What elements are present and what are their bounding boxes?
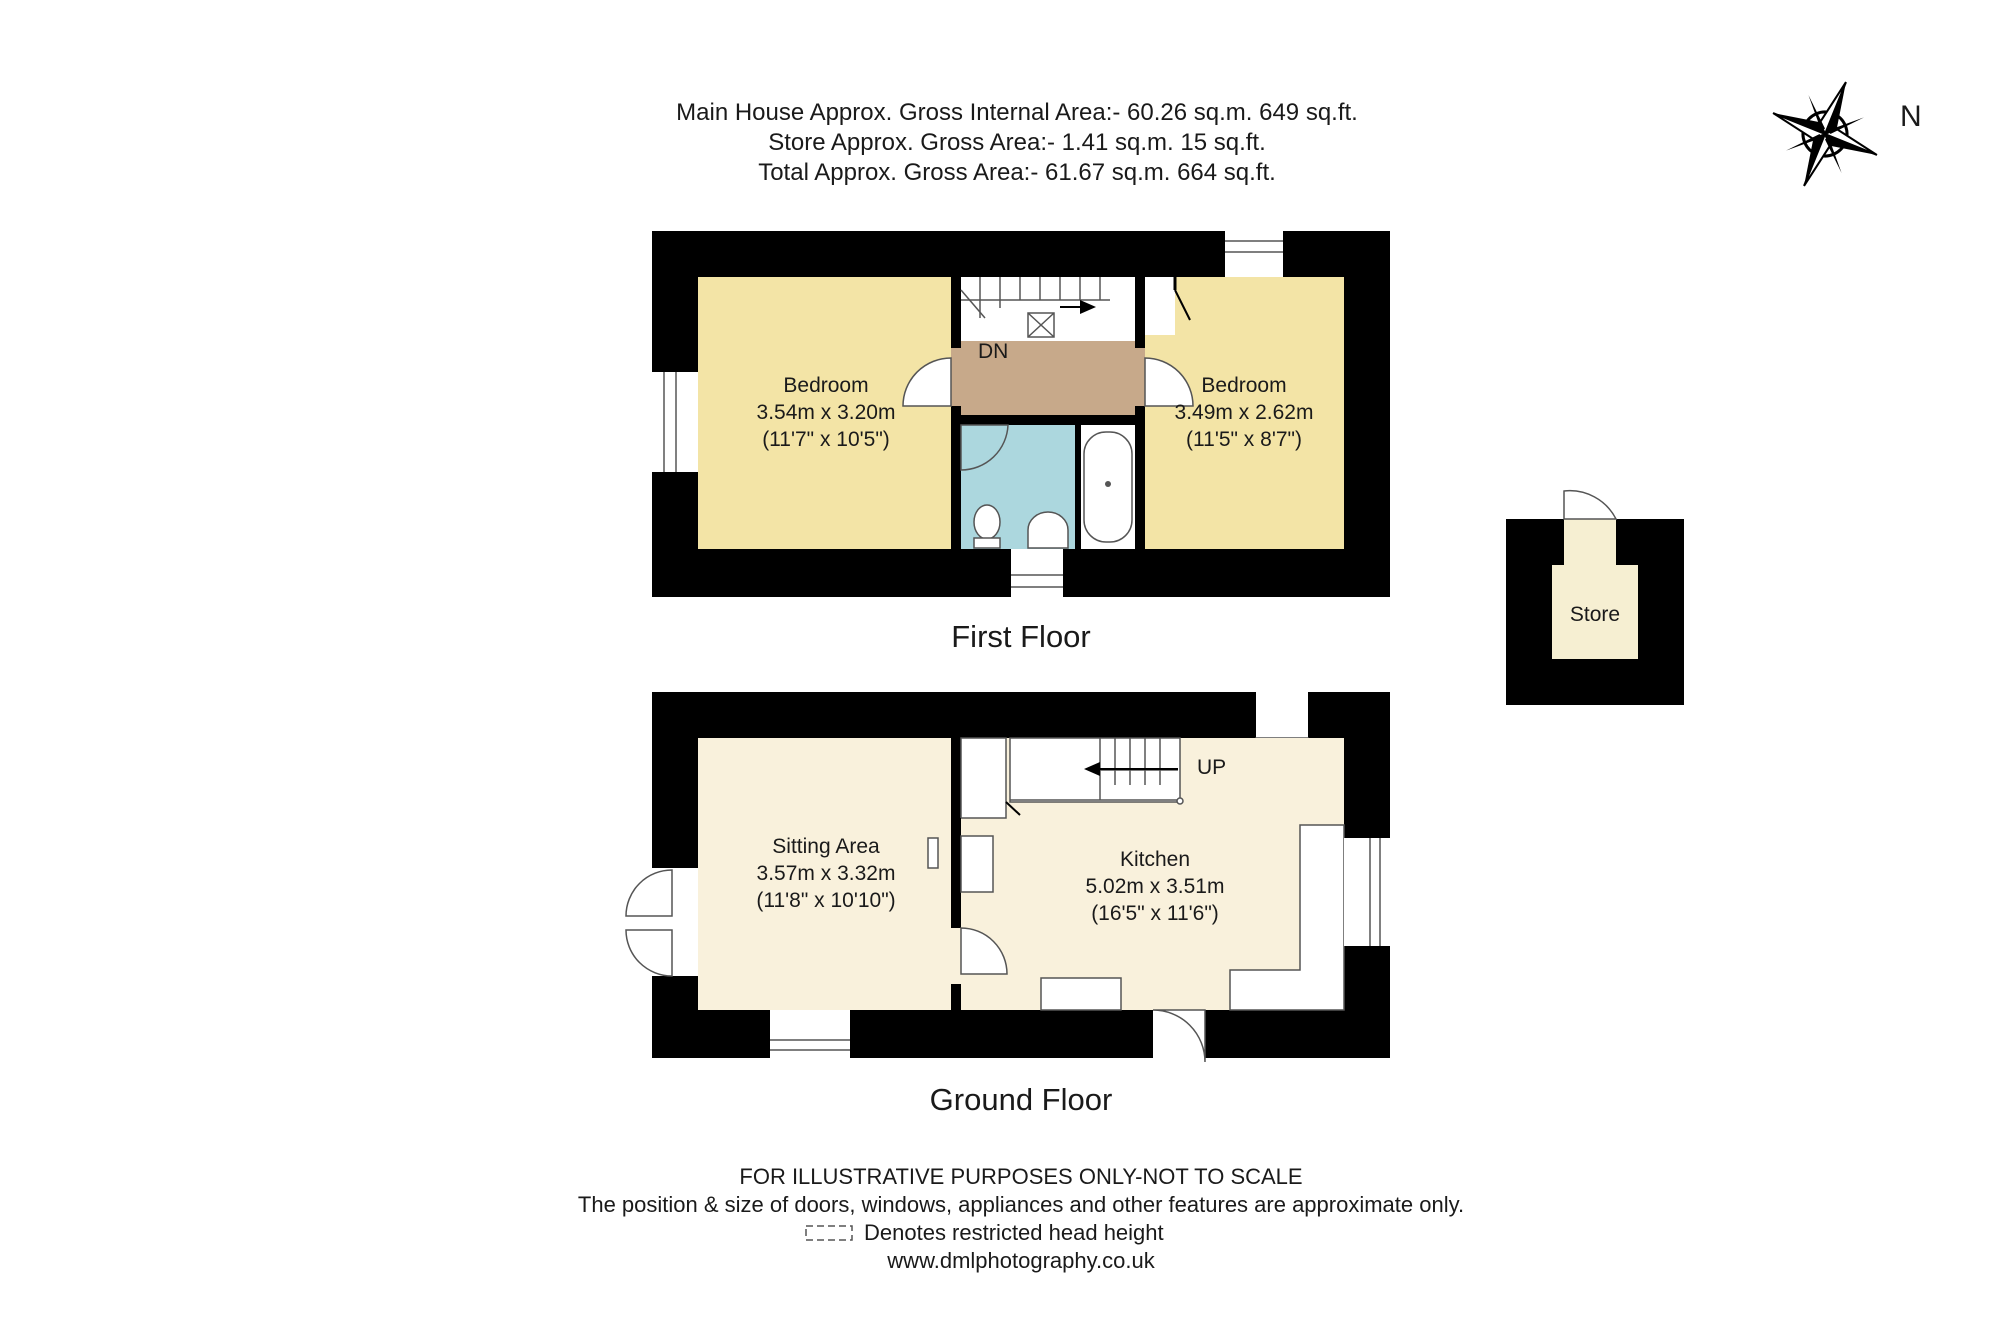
compass-rose-icon [1752, 61, 1898, 207]
disclaimer-text: FOR ILLUSTRATIVE PURPOSES ONLY-NOT TO SCALE [739, 1164, 1303, 1189]
stairs-down-label: DN [978, 340, 1009, 363]
first-floor-plan [652, 231, 1390, 597]
store-door [1564, 491, 1616, 519]
ground-floor-title: Ground Floor [929, 1082, 1113, 1117]
french-door-right [626, 930, 672, 976]
sitting-area-metric: 3.57m x 3.32m [756, 862, 896, 885]
legend-text: Denotes restricted head height [864, 1220, 1164, 1245]
bedroom-1-window [652, 372, 698, 472]
toilet-icon [974, 505, 1000, 539]
total-area: Total Approx. Gross Area:- 61.67 sq.m. 664 sq.ft. [758, 159, 1276, 186]
bedroom-1-metric: 3.54m x 3.20m [756, 401, 896, 424]
french-door-left [626, 870, 672, 916]
store-area: Store Approx. Gross Area:- 1.41 sq.m. 15 sq.ft. [768, 129, 1266, 156]
bedroom-2-imperial: (11'5" x 8'7") [1186, 428, 1302, 451]
sitting-area-imperial: (11'8" x 10'10") [756, 889, 896, 912]
compass-north-label: N [1900, 100, 1922, 133]
kitchen-name: Kitchen [1119, 848, 1191, 871]
main-house-area: Main House Approx. Gross Internal Area:- 60.26 sq.m. 649 sq.ft. [676, 99, 1358, 126]
kitchen-metric: 5.02m x 3.51m [1085, 875, 1225, 898]
store-plan [1506, 491, 1684, 705]
stairs-up-label: UP [1197, 756, 1227, 779]
sitting-area-name: Sitting Area [772, 835, 880, 858]
basin-icon [1028, 512, 1068, 548]
bedroom-2-name: Bedroom [1201, 374, 1287, 397]
kitchen-window [1344, 838, 1390, 946]
bathroom-window [1011, 549, 1063, 597]
sitting-area-window [770, 1010, 850, 1058]
store-name: Store [1569, 603, 1621, 626]
ground-floor-plan [626, 692, 1390, 1062]
bedroom-2-window [1225, 231, 1283, 277]
bedroom-1-name: Bedroom [783, 374, 869, 397]
approximation-note: The position & size of doors, windows, appliances and other features are approximate only. [577, 1192, 1465, 1217]
kitchen-appliance [1041, 978, 1121, 1010]
fireplace-icon [928, 838, 938, 868]
bedroom-1-imperial: (11'7" x 10'5") [762, 428, 890, 451]
website-text: www.dmlphotography.co.uk [887, 1248, 1155, 1273]
kitchen-imperial: (16'5" x 11'6") [1091, 902, 1219, 925]
bedroom-2-metric: 3.49m x 2.62m [1174, 401, 1314, 424]
restricted-head-height-icon [806, 1226, 852, 1240]
first-floor-title: First Floor [951, 619, 1091, 654]
